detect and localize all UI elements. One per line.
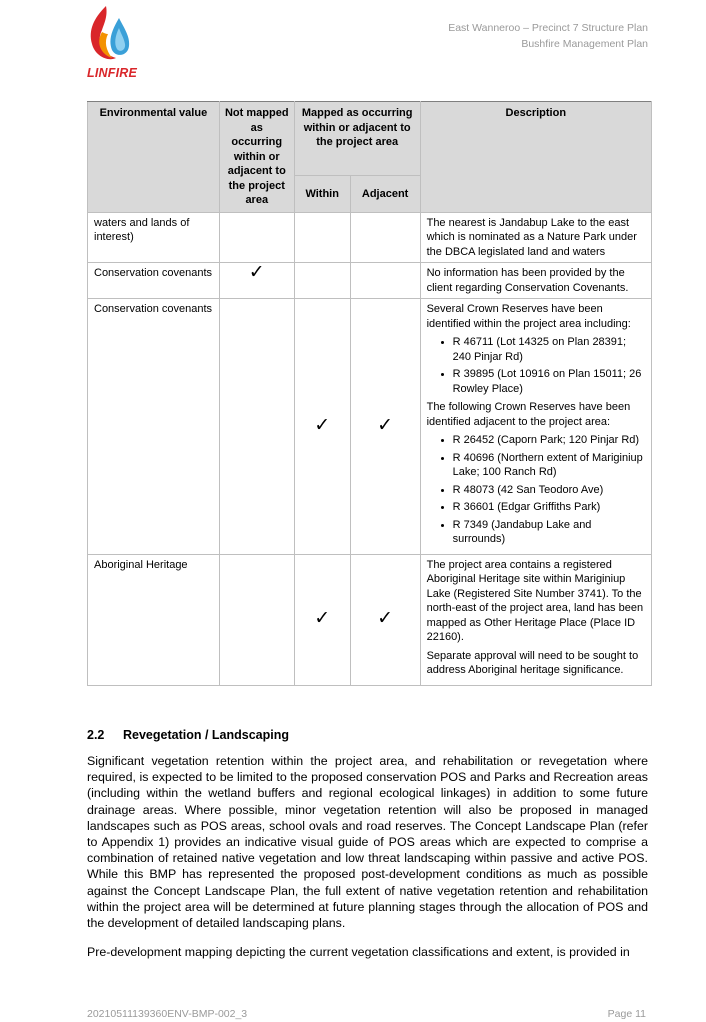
section-heading	[87, 728, 289, 742]
doc-title: East Wanneroo – Precinct 7 Structure Plan	[448, 22, 648, 34]
checkmark-icon: ✓	[294, 299, 350, 555]
description-cell: No information has been provided by the client regarding Conservation Covenants.	[420, 263, 651, 299]
table-header-row	[88, 102, 652, 176]
header-adjacent: Adjacent	[350, 176, 420, 212]
adjacent-reserves-list	[427, 433, 645, 547]
within-reserves-list	[427, 335, 645, 396]
description-text: Separate approval will need to be sought to address Aboriginal heritage significance.	[426, 649, 639, 676]
not-mapped-cell	[219, 299, 294, 555]
adjacent-cell	[350, 212, 420, 263]
list-item: • R 26452 (Caporn Park; 120 Pinjar Rd)	[453, 433, 645, 448]
description-text: Several Crown Reserves have been identified within the project area including:	[426, 303, 631, 330]
header-mapped: Mapped as occurring within or adjacent to the project area	[294, 102, 420, 176]
header-description: Description	[420, 102, 651, 213]
checkmark-icon: ✓	[350, 299, 420, 555]
checkmark-icon: ✓	[294, 554, 350, 685]
within-cell	[294, 212, 350, 263]
description-cell	[420, 554, 651, 685]
within-cell	[294, 263, 350, 299]
checkmark-icon: ✓	[219, 263, 294, 299]
checkmark-icon: ✓	[350, 554, 420, 685]
table-row	[88, 263, 652, 299]
description-text: The project area contains a registered Aboriginal Heritage site within Mariginiup Lake (Registered Site Number 3741). To the north-east of the project area, land has been mapped as Other Heritage Place (Place ID 22160).	[426, 558, 644, 643]
header-not-mapped: Not mapped as occurring within or adjacent to the project area	[219, 102, 294, 213]
company-logo	[78, 4, 140, 80]
header-within: Within	[294, 176, 350, 212]
env-value-cell: Conservation covenants	[88, 263, 220, 299]
flame-water-icon	[86, 4, 132, 64]
list-item: • R 46711 (Lot 14325 on Plan 28391; 240 Pinjar Rd)	[453, 335, 645, 364]
list-item: • R 7349 (Jandabup Lake and surrounds)	[453, 518, 645, 547]
header-environmental-value: Environmental value	[88, 102, 220, 213]
env-value-cell: waters and lands of interest)	[88, 212, 220, 263]
list-item: • R 40696 (Northern extent of Mariginiup Lake; 100 Ranch Rd)	[453, 451, 645, 480]
description-cell: The nearest is Jandabup Lake to the east which is nominated as a Nature Park under the DBCA legislated land and waters	[420, 212, 651, 263]
table-row	[88, 299, 652, 555]
env-value-cell: Conservation covenants	[88, 299, 220, 555]
description-text: The following Crown Reserves have been identified adjacent to the project area:	[426, 401, 631, 428]
description-cell	[420, 299, 651, 555]
body-paragraph: Significant vegetation retention within the project area, and rehabilitation or revegetation where required, is expected to be limited to the proposed conservation POS and Parks and Recreation areas (including within the wetland buffers and regional ecological linkages) in addition to some future drainage areas. Where possible, minor vegetation retention will also be proposed in managed landscapes such as POS areas, school ovals and road reserves. The Concept Landscape Plan (refer to Appendix 1) provides an indicative visual guide of POS areas which are expected to comprise a combination of retained native vegetation and low threat landscaping within passive and active POS. While this BMP has represented the proposed post-development conditions as much as possible against the Concept Landscape Plan, the full extent of native vegetation retention and rehabilitation within the project area will be determined at future planning stages through the allocation of POS and the development of detailed landscaping plans.	[87, 754, 648, 931]
table-row	[88, 212, 652, 263]
env-value-cell: Aboriginal Heritage	[88, 554, 220, 685]
table-row	[88, 554, 652, 685]
logo-text: LINFIRE	[87, 66, 138, 80]
not-mapped-cell	[219, 554, 294, 685]
not-mapped-cell	[219, 212, 294, 263]
list-item: • R 39895 (Lot 10916 on Plan 15011; 26 Rowley Place)	[453, 367, 645, 396]
adjacent-cell	[350, 263, 420, 299]
list-item: • R 48073 (42 San Teodoro Ave)	[453, 483, 645, 498]
section-number: 2.2	[87, 728, 105, 742]
section-title: Revegetation / Landscaping	[123, 728, 290, 742]
body-paragraph: Pre-development mapping depicting the current vegetation classifications and extent, is provided in	[87, 945, 630, 959]
list-item: • R 36601 (Edgar Griffiths Park)	[453, 500, 645, 515]
footer-page-number: Page 11	[607, 1008, 646, 1020]
footer-doc-id: 20210511139360ENV-BMP-002_3	[87, 1008, 248, 1020]
doc-subtitle: Bushfire Management Plan	[521, 38, 648, 50]
environmental-values-table	[87, 101, 652, 686]
